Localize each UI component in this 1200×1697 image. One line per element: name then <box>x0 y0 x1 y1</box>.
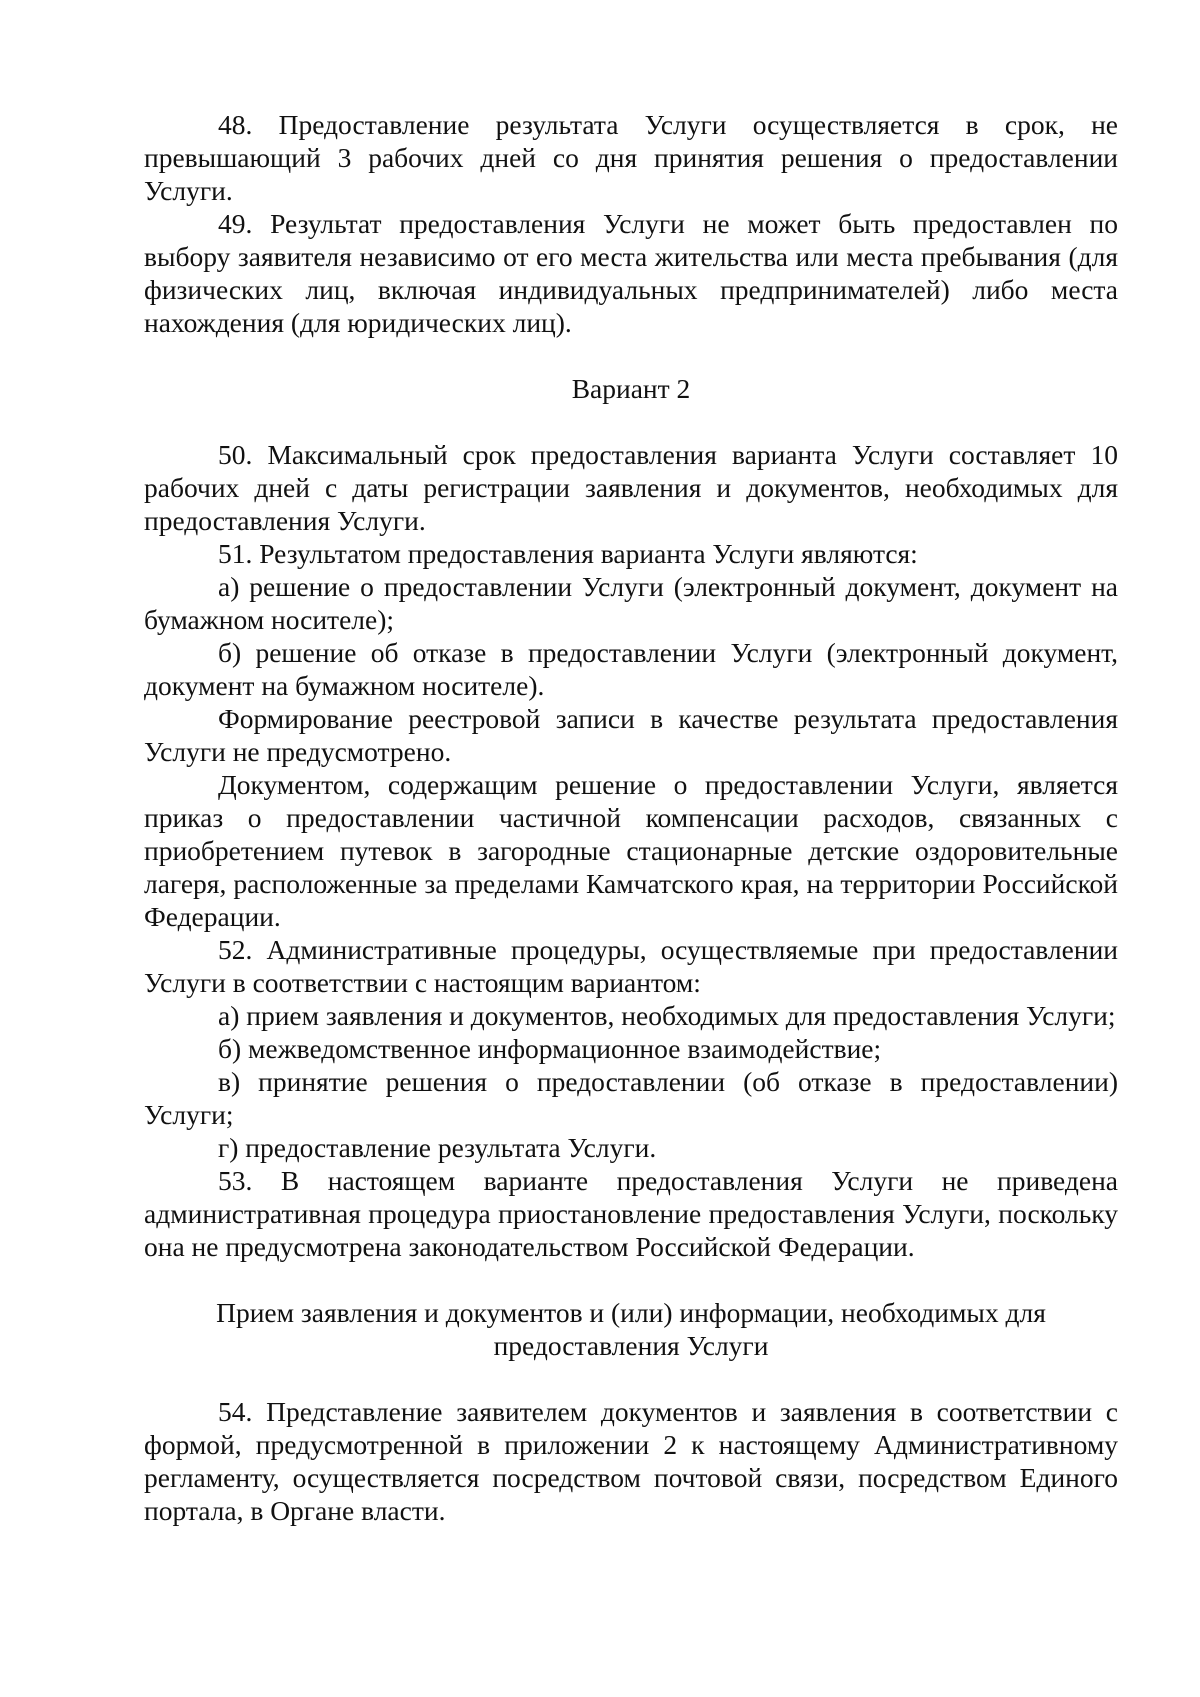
paragraph-50: 50. Максимальный срок предоставления варианта Услуги составляет 10 рабочих дней с даты регистрации заявления и документов, необходимых для предоставления Услуги. <box>144 439 1118 536</box>
section-heading-reception-line-2: предоставления Услуги <box>493 1330 769 1361</box>
section-heading-variant-2: Вариант 2 <box>571 373 691 404</box>
paragraph-49: 49. Результат предоставления Услуги не может быть предоставлен по выбору заявителя независимо от его места жительства или места пребывания (для физических лиц, включая индивидуальных предпринимателей) либо места нахождения (для юридических лиц). <box>144 208 1118 338</box>
section-heading-reception-line-1: Прием заявления и документов и (или) информации, необходимых для <box>216 1297 1046 1328</box>
document-page <box>144 108 1118 1527</box>
paragraph-48: 48. Предоставление результата Услуги осуществляется в срок, не превышающий 3 рабочих дней со дня принятия решения о предоставлении Услуги. <box>144 109 1118 206</box>
section-heading-reception <box>144 1296 1118 1362</box>
paragraph-registry-record: Формирование реестровой записи в качестве результата предоставления Услуги не предусмотрено. <box>144 703 1118 767</box>
paragraph-51-b: б) решение об отказе в предоставлении Услуги (электронный документ, документ на бумажном носителе). <box>144 637 1118 701</box>
paragraph-52-a: а) прием заявления и документов, необходимых для предоставления Услуги; <box>218 1000 1116 1031</box>
paragraph-51: 51. Результатом предоставления варианта Услуги являются: <box>218 538 918 569</box>
paragraph-decision-document: Документом, содержащим решение о предоставлении Услуги, является приказ о предоставлении частичной компенсации расходов, связанных с приобретением путевок в загородные стационарные детские оздоровительные лагеря, расположенные за пределами Камчатского края, на территории Российской Федерации. <box>144 769 1118 932</box>
paragraph-54: 54. Представление заявителем документов и заявления в соответствии с формой, предусмотренной в приложении 2 к настоящему Административному регламенту, осуществляется посредством почтовой связи, посредством Единого портала, в Органе власти. <box>144 1396 1118 1526</box>
paragraph-52-b: б) межведомственное информационное взаимодействие; <box>218 1033 882 1064</box>
paragraph-51-a: а) решение о предоставлении Услуги (электронный документ, документ на бумажном носителе); <box>144 571 1118 635</box>
paragraph-52-d: г) предоставление результата Услуги. <box>218 1132 657 1163</box>
paragraph-52: 52. Административные процедуры, осуществляемые при предоставлении Услуги в соответствии с настоящим вариантом: <box>144 934 1118 998</box>
paragraph-53: 53. В настоящем варианте предоставления Услуги не приведена административная процедура приостановление предоставления Услуги, поскольку она не предусмотрена законодательством Российской Федерации. <box>144 1165 1118 1262</box>
paragraph-52-c: в) принятие решения о предоставлении (об отказе в предоставлении) Услуги; <box>144 1066 1118 1130</box>
